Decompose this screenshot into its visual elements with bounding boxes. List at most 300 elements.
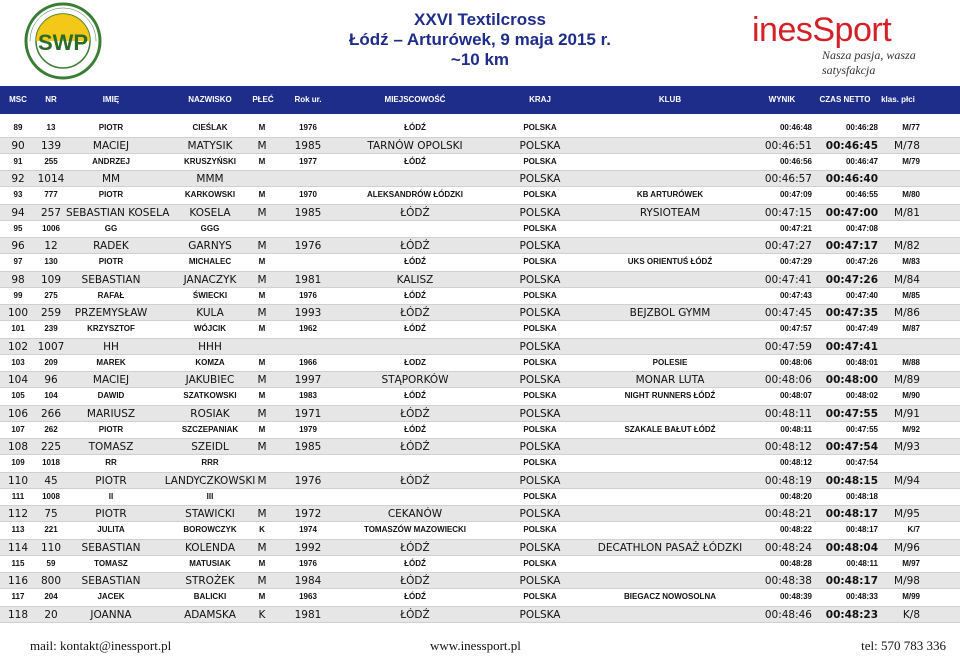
cell-rok: 1972 <box>294 508 322 521</box>
cell-rok: 1981 <box>294 608 322 621</box>
cell-wynik: 00:48:11 <box>764 407 812 420</box>
cell-nr: 1008 <box>42 491 60 501</box>
table-row <box>0 388 960 405</box>
cell-kraj: POLSKA <box>519 240 561 253</box>
col-klas: klas. płci <box>881 95 915 104</box>
cell-nr: 777 <box>44 190 58 199</box>
swp-logo-icon <box>18 2 108 80</box>
table-row <box>0 422 960 439</box>
cell-msc: 102 <box>7 340 29 353</box>
cell-netto: 00:48:15 <box>825 474 878 487</box>
cell-netto: 00:47:26 <box>845 257 878 266</box>
cell-msc: 108 <box>7 441 29 454</box>
cell-miejscowosc: CEKANÓW <box>387 508 443 521</box>
cell-wynik: 00:47:29 <box>779 257 812 266</box>
cell-nr: 1007 <box>37 340 65 353</box>
event-title <box>320 10 640 70</box>
cell-klas: M/92 <box>902 424 920 434</box>
cell-plec: M <box>258 324 266 333</box>
cell-plec: M <box>258 290 266 300</box>
cell-miejscowosc: ŁÓDŹ <box>400 307 430 320</box>
cell-nr: 45 <box>44 474 58 487</box>
cell-plec: M <box>257 206 267 219</box>
cell-klas: M/98 <box>894 575 920 588</box>
cell-imie: JULITA <box>97 525 125 534</box>
cell-netto: 00:48:17 <box>825 508 878 521</box>
cell-wynik: 00:47:43 <box>779 290 812 300</box>
cell-imie: SEBASTIAN <box>81 273 141 286</box>
cell-netto: 00:48:17 <box>825 575 878 588</box>
cell-kraj: POLSKA <box>519 273 561 286</box>
cell-nazwisko: KOSELA <box>189 206 231 219</box>
cell-nazwisko: GGG <box>200 223 220 233</box>
cell-nr: 109 <box>40 273 62 286</box>
cell-msc: 110 <box>7 474 29 487</box>
cell-nr: 209 <box>44 357 58 367</box>
table-row <box>0 505 960 522</box>
cell-msc: 93 <box>13 190 23 199</box>
event-title-line1: XXVI Textilcross <box>414 10 546 29</box>
cell-nazwisko: GARNYS <box>188 240 232 253</box>
cell-wynik: 00:46:51 <box>764 139 812 152</box>
cell-plec: M <box>257 273 267 286</box>
cell-imie: RAFAŁ <box>97 290 125 300</box>
cell-kraj: POLSKA <box>519 206 561 219</box>
cell-wynik: 00:47:27 <box>764 240 812 253</box>
table-row <box>0 338 960 355</box>
cell-rok: 1983 <box>299 391 317 400</box>
cell-nr: 800 <box>40 575 62 588</box>
page-header <box>0 0 960 84</box>
cell-miejscowosc: ŁÓDŹ <box>400 240 430 253</box>
cell-wynik: 00:46:48 <box>779 123 812 132</box>
cell-nr: 59 <box>46 558 56 568</box>
cell-nazwisko: WÓJCIK <box>194 324 226 333</box>
results-table-header <box>0 86 960 114</box>
table-row <box>0 221 960 238</box>
event-title-line2: Łódź – Arturówek, 9 maja 2015 r. <box>348 30 612 49</box>
event-title-line3: ~10 km <box>450 50 510 69</box>
cell-klas: M/82 <box>894 240 920 253</box>
footer-tel: tel: 570 783 336 <box>861 638 946 653</box>
col-nr: NR <box>45 95 57 104</box>
cell-netto: 00:47:00 <box>825 206 878 219</box>
cell-rok: 1962 <box>299 324 317 333</box>
cell-kraj: POLSKA <box>523 592 557 601</box>
cell-miejscowosc: ŁÓDŹ <box>404 156 426 166</box>
cell-imie: HH <box>103 340 119 353</box>
cell-miejscowosc: STĄPORKÓW <box>381 374 449 387</box>
cell-imie: GG <box>104 223 118 233</box>
cell-netto: 00:47:08 <box>845 223 878 233</box>
cell-rok: 1981 <box>294 273 322 286</box>
cell-netto: 00:46:45 <box>825 139 878 152</box>
cell-rok: 1997 <box>294 374 322 387</box>
table-row <box>0 204 960 221</box>
cell-klas: M/90 <box>902 391 920 400</box>
cell-wynik: 00:47:21 <box>779 223 812 233</box>
cell-miejscowosc: ŁÓDŹ <box>404 558 426 568</box>
cell-nazwisko: SZATKOWSKI <box>183 391 237 400</box>
cell-nazwisko: KRUSZYŃSKI <box>183 156 236 166</box>
cell-netto: 00:48:18 <box>845 491 878 501</box>
table-row <box>0 187 960 204</box>
cell-netto: 00:48:02 <box>845 391 878 400</box>
cell-kraj: POLSKA <box>523 190 557 199</box>
cell-nr: 275 <box>44 290 58 300</box>
cell-imie: DAWID <box>97 391 125 400</box>
cell-plec: M <box>258 123 266 132</box>
cell-netto: 00:46:47 <box>845 156 878 166</box>
cell-nr: 262 <box>44 424 58 434</box>
cell-nazwisko: STROŻEK <box>185 575 235 588</box>
cell-imie: JACEK <box>97 592 125 601</box>
cell-netto: 00:46:55 <box>845 190 878 199</box>
col-wynik: WYNIK <box>768 95 796 104</box>
cell-miejscowosc: ŁÓDŹ <box>400 407 430 420</box>
cell-netto: 00:47:26 <box>825 273 878 286</box>
cell-plec: M <box>258 558 266 568</box>
cell-wynik: 00:46:57 <box>764 173 812 186</box>
cell-klub: BIEGACZ NOWOSOLNA <box>624 592 716 601</box>
cell-miejscowosc: KALISZ <box>396 273 434 286</box>
cell-miejscowosc: ŁÓDŹ <box>400 206 430 219</box>
cell-nr: 204 <box>44 592 58 601</box>
cell-plec: M <box>257 407 267 420</box>
cell-netto: 00:48:00 <box>825 374 878 387</box>
cell-klas: K/7 <box>907 525 920 534</box>
cell-plec: M <box>258 257 266 266</box>
cell-kraj: POLSKA <box>523 357 557 367</box>
cell-msc: 116 <box>7 575 29 588</box>
cell-msc: 89 <box>13 123 23 132</box>
cell-klas: M/89 <box>894 374 920 387</box>
cell-msc: 107 <box>11 424 25 434</box>
cell-miejscowosc: ŁÓDŹ <box>404 257 426 266</box>
table-row <box>0 405 960 422</box>
cell-nr: 75 <box>44 508 58 521</box>
cell-rok: 1985 <box>294 139 322 152</box>
cell-imie: MAREK <box>96 357 126 367</box>
cell-imie: PIOTR <box>98 123 124 132</box>
cell-imie: KRZYSZTOF <box>87 324 135 333</box>
cell-wynik: 00:47:15 <box>764 206 812 219</box>
table-row <box>0 371 960 388</box>
cell-miejscowosc: ŁÓDŹ <box>400 474 430 487</box>
cell-wynik: 00:48:22 <box>779 525 812 534</box>
table-row <box>0 522 960 539</box>
cell-kraj: POLSKA <box>523 290 557 300</box>
cell-nr: 259 <box>40 307 62 320</box>
cell-kraj: POLSKA <box>519 441 561 454</box>
cell-wynik: 00:48:24 <box>764 541 812 554</box>
col-plec: PŁEĆ <box>252 95 274 104</box>
cell-klas: M/78 <box>894 139 920 152</box>
cell-msc: 96 <box>11 240 25 253</box>
cell-imie: MACIEJ <box>92 139 130 152</box>
cell-miejscowosc: ŁODZ <box>404 357 426 367</box>
cell-nazwisko: KOLENDA <box>185 541 235 554</box>
table-row <box>0 606 960 623</box>
cell-msc: 95 <box>13 223 23 233</box>
col-imie: IMIĘ <box>102 95 120 104</box>
table-row <box>0 271 960 288</box>
cell-netto: 00:46:40 <box>825 173 878 186</box>
cell-rok: 1985 <box>294 206 322 219</box>
cell-imie: PIOTR <box>95 474 127 487</box>
cell-imie: RADEK <box>93 240 129 253</box>
cell-nazwisko: STAWICKI <box>185 508 235 521</box>
cell-imie: MM <box>101 173 121 186</box>
cell-netto: 00:48:23 <box>825 608 878 621</box>
cell-wynik: 00:47:57 <box>779 324 812 333</box>
cell-msc: 101 <box>11 324 25 333</box>
cell-kraj: POLSKA <box>523 391 557 400</box>
cell-klas: M/95 <box>894 508 920 521</box>
table-row <box>0 237 960 254</box>
cell-imie: PIOTR <box>98 257 124 266</box>
table-row <box>0 120 960 137</box>
cell-klub: DECATHLON PASAŻ ŁÓDZKI <box>597 541 743 554</box>
cell-kraj: POLSKA <box>519 541 561 554</box>
table-row <box>0 539 960 556</box>
cell-imie: MACIEJ <box>92 374 130 387</box>
cell-netto: 00:47:40 <box>845 290 878 300</box>
cell-msc: 109 <box>11 458 25 467</box>
cell-msc: 91 <box>13 156 23 166</box>
table-row <box>0 137 960 154</box>
cell-klas: M/96 <box>894 541 920 554</box>
table-row <box>0 556 960 573</box>
cell-msc: 90 <box>11 139 25 152</box>
cell-miejscowosc: ŁÓDŹ <box>400 441 430 454</box>
cell-msc: 118 <box>7 608 29 621</box>
cell-nazwisko: KULA <box>196 307 224 320</box>
cell-klas: M/79 <box>902 156 920 166</box>
cell-nr: 104 <box>44 391 58 400</box>
cell-wynik: 00:48:38 <box>764 575 812 588</box>
cell-nazwisko: MATUSIAK <box>189 558 231 568</box>
cell-kraj: POLSKA <box>523 324 557 333</box>
cell-nazwisko: ŚWIECKI <box>192 290 228 300</box>
cell-nazwisko: III <box>206 491 214 501</box>
cell-wynik: 00:48:28 <box>779 558 812 568</box>
cell-rok: 1976 <box>299 290 317 300</box>
cell-klas: M/77 <box>902 123 920 132</box>
cell-nazwisko: MMM <box>196 173 224 186</box>
cell-rok: 1979 <box>299 424 317 434</box>
cell-msc: 105 <box>11 391 25 400</box>
cell-plec: M <box>257 374 267 387</box>
cell-miejscowosc: ŁÓDŹ <box>400 541 430 554</box>
table-row <box>0 304 960 321</box>
cell-rok: 1976 <box>294 474 322 487</box>
cell-msc: 104 <box>7 374 29 387</box>
cell-msc: 94 <box>11 206 25 219</box>
cell-kraj: POLSKA <box>519 307 561 320</box>
col-netto: CZAS NETTO <box>819 95 871 104</box>
cell-nr: 13 <box>46 123 56 132</box>
cell-wynik: 00:47:41 <box>764 273 812 286</box>
col-rok: Rok ur. <box>294 95 322 104</box>
cell-klub: POLESIE <box>652 357 688 367</box>
cell-nr: 257 <box>40 206 62 219</box>
cell-msc: 98 <box>11 273 25 286</box>
cell-klas: M/93 <box>894 441 920 454</box>
cell-kraj: POLSKA <box>519 407 561 420</box>
cell-miejscowosc: ŁÓDŹ <box>404 592 426 601</box>
brand-logo <box>752 11 952 77</box>
cell-nazwisko: ADAMSKA <box>184 608 236 621</box>
cell-plec: M <box>257 541 267 554</box>
cell-plec: M <box>257 307 267 320</box>
cell-rok: 1970 <box>299 190 317 199</box>
table-row <box>0 438 960 455</box>
cell-imie: PIOTR <box>95 508 127 521</box>
cell-plec: M <box>257 240 267 253</box>
cell-netto: 00:48:01 <box>845 357 878 367</box>
cell-netto: 00:48:04 <box>825 541 878 554</box>
cell-klas: M/87 <box>902 324 920 333</box>
cell-imie: MARIUSZ <box>86 407 136 420</box>
cell-rok: 1977 <box>299 156 317 166</box>
table-row <box>0 572 960 589</box>
brand-name: inesSport <box>752 11 892 49</box>
table-row <box>0 154 960 171</box>
results-table-body <box>0 120 960 623</box>
cell-nazwisko: KARKOWSKI <box>184 190 236 199</box>
cell-kraj: POLSKA <box>519 173 561 186</box>
cell-nazwisko: LANDYCZKOWSKI <box>164 474 256 487</box>
cell-rok: 1963 <box>299 592 317 601</box>
cell-nazwisko: HHH <box>198 340 222 353</box>
cell-imie: PRZEMYSŁAW <box>74 307 148 320</box>
footer-www: www.inessport.pl <box>430 638 521 653</box>
cell-klas: M/85 <box>902 290 920 300</box>
cell-miejscowosc: TARNÓW OPOLSKI <box>367 139 463 152</box>
cell-netto: 00:48:11 <box>846 558 878 568</box>
cell-imie: TOMASZ <box>94 558 128 568</box>
cell-wynik: 00:48:21 <box>764 508 812 521</box>
cell-nazwisko: KOMZA <box>195 357 225 367</box>
cell-plec: M <box>258 424 266 434</box>
cell-klas: K/8 <box>902 608 920 621</box>
cell-imie: SEBASTIAN <box>81 541 141 554</box>
cell-imie: ANDRZEJ <box>92 156 130 166</box>
cell-kraj: POLSKA <box>519 374 561 387</box>
cell-netto: 00:47:35 <box>825 307 878 320</box>
cell-nr: 96 <box>44 374 58 387</box>
page-footer <box>0 636 960 658</box>
cell-netto: 00:47:41 <box>825 340 878 353</box>
cell-msc: 114 <box>7 541 29 554</box>
col-kraj: KRAJ <box>529 95 551 104</box>
cell-wynik: 00:48:06 <box>764 374 812 387</box>
cell-klub: KB ARTURÓWEK <box>636 190 704 199</box>
cell-plec: K <box>258 608 266 621</box>
cell-netto: 00:48:17 <box>845 525 878 534</box>
cell-kraj: POLSKA <box>523 123 557 132</box>
cell-rok: 1985 <box>294 441 322 454</box>
col-miejscowosc: MIEJSCOWOŚĆ <box>384 95 446 104</box>
cell-nr: 110 <box>40 541 62 554</box>
cell-kraj: POLSKA <box>523 458 557 467</box>
cell-kraj: POLSKA <box>523 558 557 568</box>
cell-nr: 255 <box>44 156 58 166</box>
cell-netto: 00:46:28 <box>845 123 878 132</box>
cell-plec: M <box>257 139 267 152</box>
cell-nazwisko: BOROWCZYK <box>183 525 237 534</box>
cell-netto: 00:47:17 <box>825 240 878 253</box>
cell-kraj: POLSKA <box>523 223 557 233</box>
cell-nazwisko: ROSIAK <box>190 407 230 420</box>
cell-klub: SZAKALE BAŁUT ŁÓDŹ <box>624 424 716 434</box>
cell-klas: M/88 <box>902 357 920 367</box>
cell-rok: 1976 <box>299 123 317 132</box>
cell-klub: RYSIOTEAM <box>639 206 701 219</box>
cell-imie: TOMASZ <box>88 441 134 454</box>
cell-msc: 111 <box>11 491 25 501</box>
cell-klas: M/80 <box>902 190 920 199</box>
cell-kraj: POLSKA <box>519 575 561 588</box>
cell-msc: 99 <box>13 290 23 300</box>
cell-rok: 1966 <box>299 357 317 367</box>
cell-imie: SEBASTIAN <box>81 575 141 588</box>
cell-plec: M <box>258 190 266 199</box>
cell-miejscowosc: ŁÓDŹ <box>400 608 430 621</box>
cell-nazwisko: MICHALEC <box>188 257 232 266</box>
cell-miejscowosc: ŁÓDŹ <box>404 391 426 400</box>
cell-klas: M/91 <box>894 407 920 420</box>
cell-nr: 139 <box>40 139 62 152</box>
cell-klub: BEJZBOL GYMM <box>629 307 711 320</box>
table-row <box>0 321 960 338</box>
cell-imie: PIOTR <box>98 424 124 434</box>
cell-wynik: 00:48:12 <box>764 441 812 454</box>
cell-rok: 1976 <box>299 558 317 568</box>
cell-nazwisko: MATYSIK <box>187 139 233 152</box>
cell-klas: M/83 <box>902 257 920 266</box>
cell-klub: UKS ORIENTUŚ ŁÓDŹ <box>627 257 713 266</box>
cell-klub: MONAR LUTA <box>635 374 705 387</box>
cell-netto: 00:47:55 <box>825 407 878 420</box>
cell-rok: 1984 <box>294 575 322 588</box>
cell-msc: 115 <box>11 558 25 568</box>
table-row <box>0 589 960 606</box>
cell-nr: 20 <box>44 608 58 621</box>
cell-miejscowosc: ŁÓDŹ <box>400 575 430 588</box>
cell-plec: M <box>257 508 267 521</box>
cell-kraj: POLSKA <box>519 474 561 487</box>
table-row <box>0 254 960 271</box>
cell-wynik: 00:48:19 <box>764 474 812 487</box>
table-row <box>0 455 960 472</box>
cell-rok: 1971 <box>294 407 322 420</box>
cell-nazwisko: CIEŚLAK <box>192 123 228 132</box>
cell-plec: M <box>258 156 266 166</box>
cell-plec: M <box>257 441 267 454</box>
cell-klub: NIGHT RUNNERS ŁÓDŹ <box>624 391 716 400</box>
svg-text:SWP: SWP <box>37 30 89 55</box>
cell-miejscowosc: ŁÓDŹ <box>404 290 426 300</box>
cell-msc: 106 <box>7 407 29 420</box>
cell-nr: 1014 <box>37 173 65 186</box>
cell-wynik: 00:48:11 <box>780 424 812 434</box>
cell-rok: 1992 <box>294 541 322 554</box>
cell-nr: 225 <box>40 441 62 454</box>
cell-imie: II <box>108 491 114 501</box>
cell-wynik: 00:46:56 <box>779 156 812 166</box>
